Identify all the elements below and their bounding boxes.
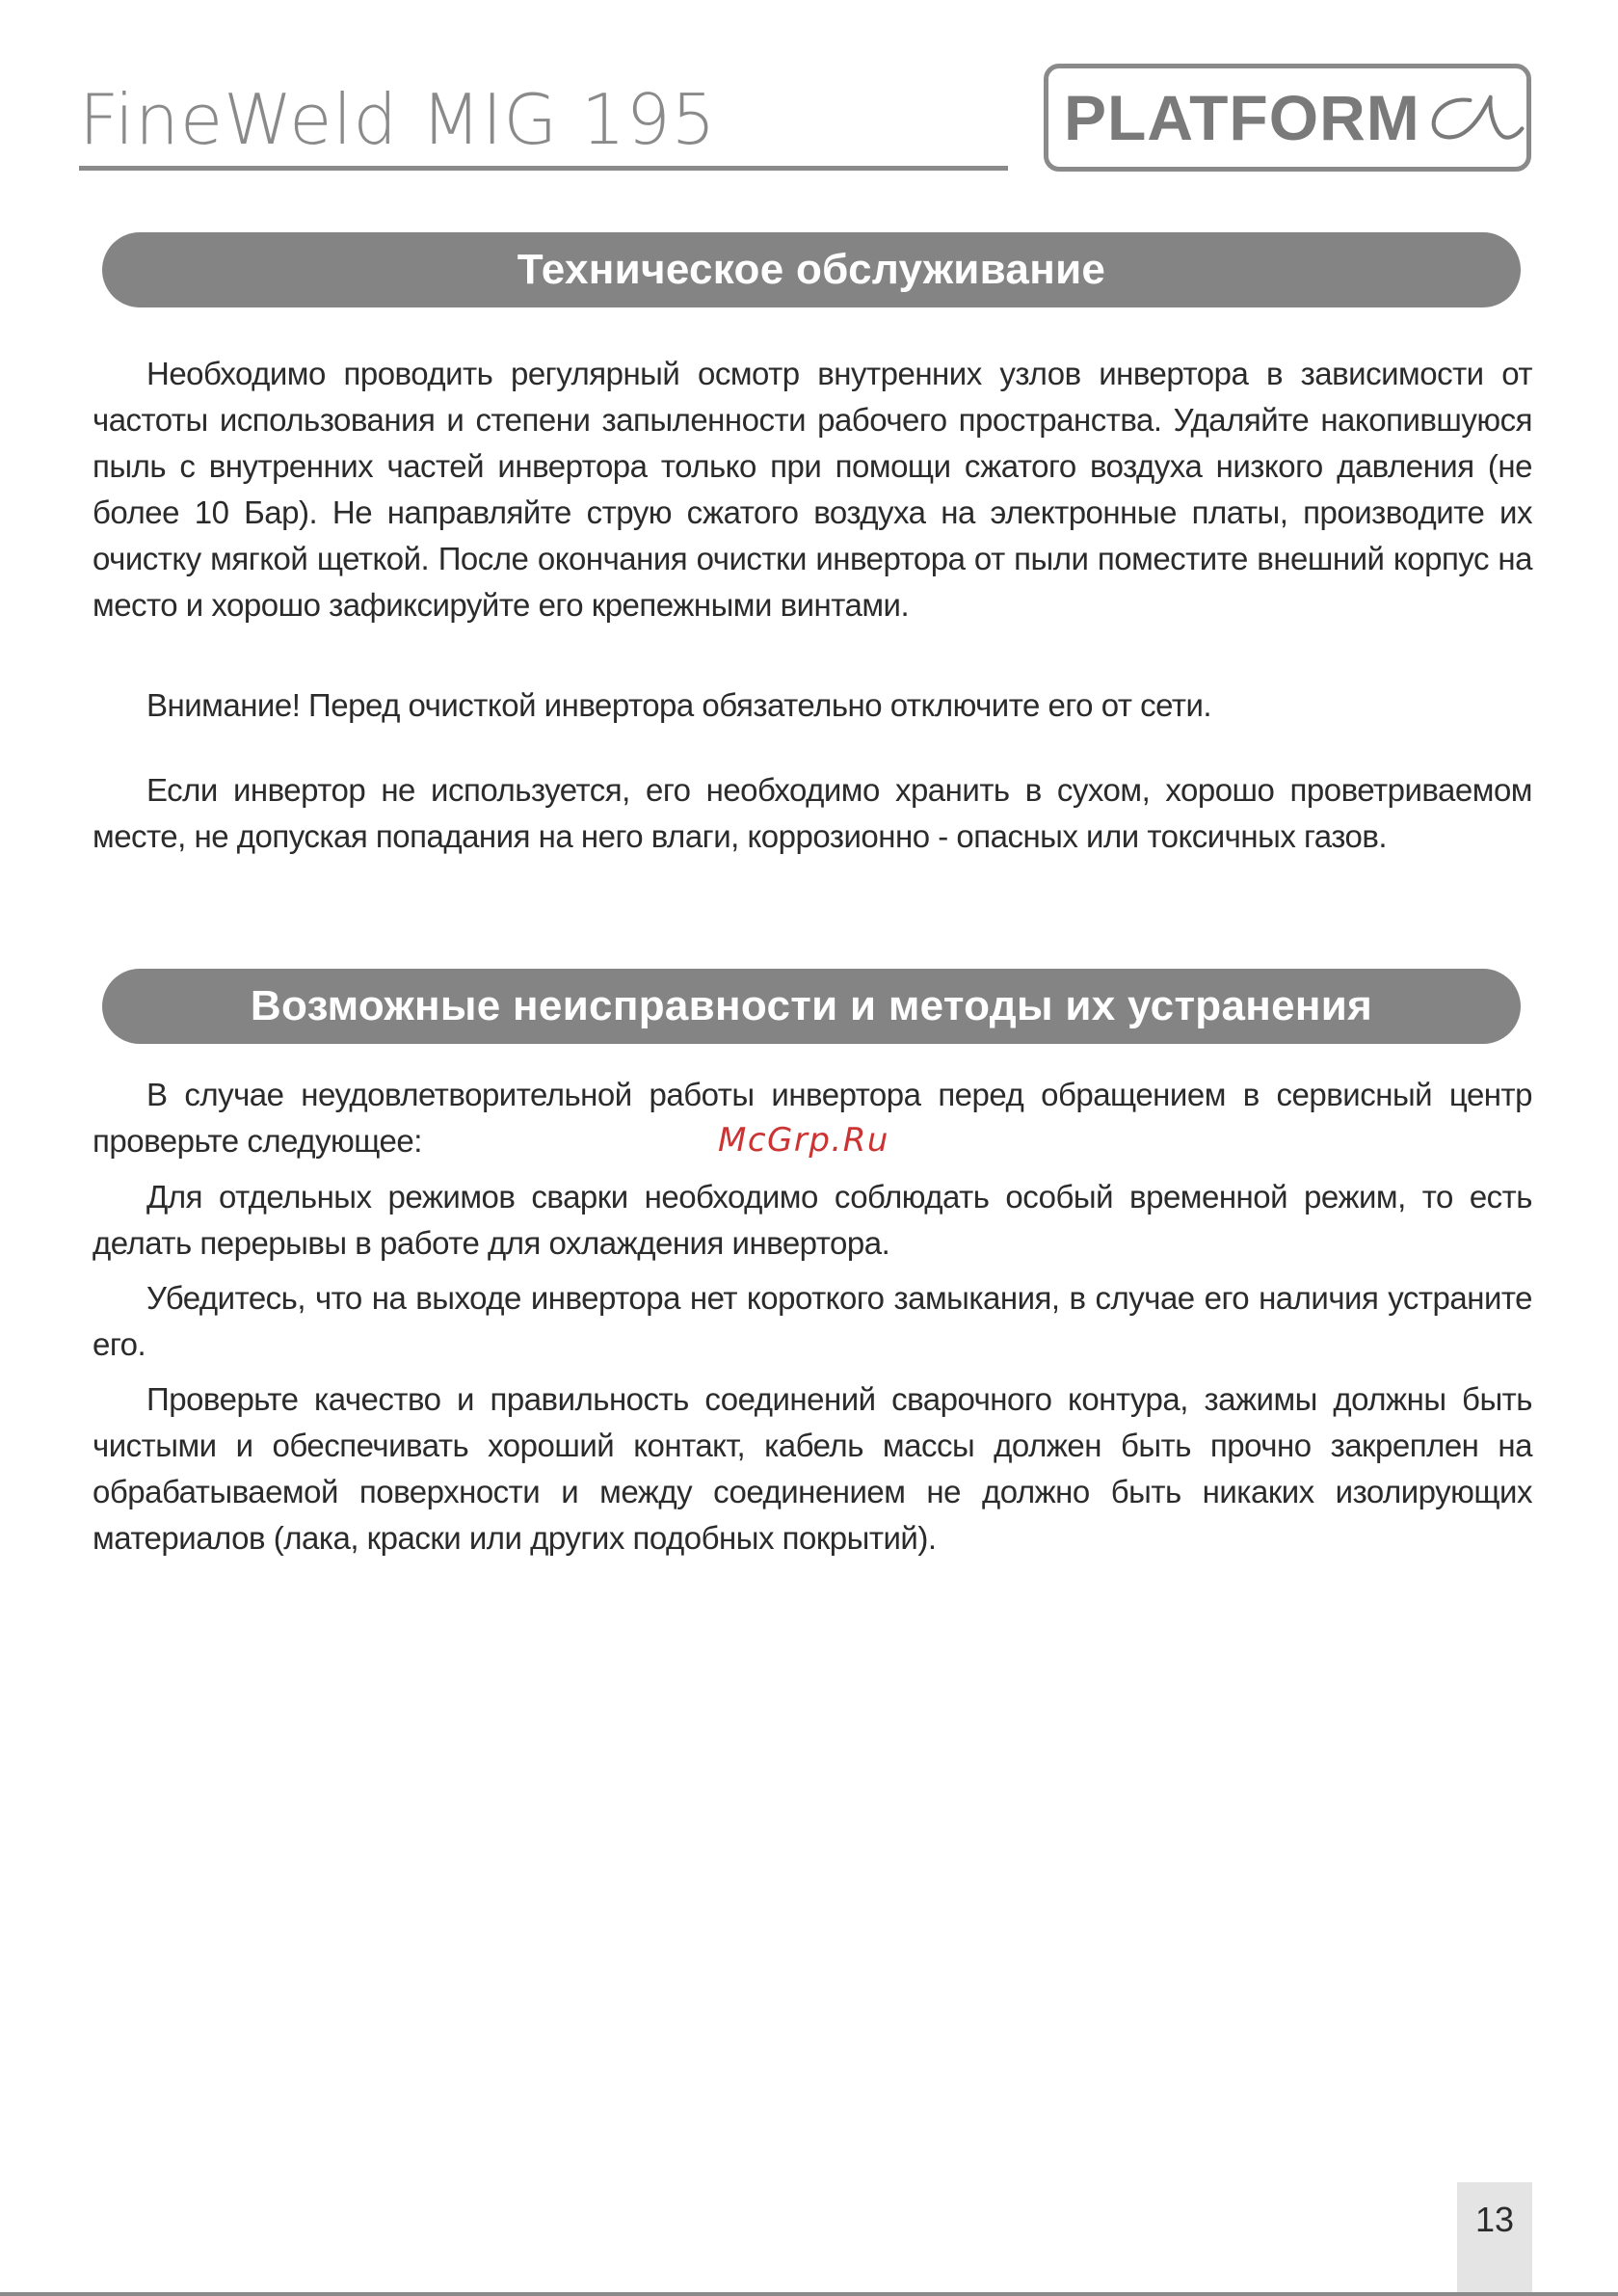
page-number: 13 xyxy=(1474,2200,1515,2239)
page-number-box xyxy=(1457,2182,1532,2296)
section-heading-maintenance: Техническое обслуживание xyxy=(102,232,1521,307)
maintenance-paragraph-1: Необходимо проводить регулярный осмотр внутренних узлов инвертора в зависимости от частоты использования и степени запыленности рабочего пространства. Удаляйте накопившуюся пыль с внутренних частей инвертора только при помощи сжатого воздуха низкого давления (не более 10 Бар). Не направляйте струю сжатого воздуха на электронные платы, производите их очистку мягкой щеткой. После окончания очистки инвертора от пыли поместите внешний корпус на место и хорошо зафиксируйте его крепежными винтами. xyxy=(93,356,1532,623)
header-underline xyxy=(79,166,1008,171)
troubleshooting-paragraph-3: Убедитесь, что на выходе инвертора нет короткого замыкания, в случае его наличия устраните его. xyxy=(93,1280,1532,1362)
section-heading-troubleshooting: Возможные неисправности и методы их устранения xyxy=(102,969,1521,1044)
alpha-logo-icon xyxy=(1424,79,1526,156)
brand-logo-text: PLATFORM xyxy=(1064,82,1420,153)
troubleshooting-paragraph-2: Для отдельных режимов сварки необходимо соблюдать особый временной режим, то есть делать перерывы в работе для охлаждения инвертора. xyxy=(93,1179,1532,1261)
brand-logo xyxy=(1044,64,1531,172)
maintenance-paragraph-3: Если инвертор не используется, его необходимо хранить в сухом, хорошо проветриваемом месте, не допуская попадания на него влаги, коррозионно - опасных или токсичных газов. xyxy=(93,772,1532,854)
maintenance-paragraph-2: Внимание! Перед очисткой инвертора обязательно отключите его от сети. xyxy=(146,687,1212,723)
troubleshooting-paragraph-1: В случае неудовлетворительной работы инвертора перед обращением в сервисный центр проверьте следующее: xyxy=(93,1077,1532,1159)
troubleshooting-paragraph-4: Проверьте качество и правильность соединений сварочного контура, зажимы должны быть чистыми и обеспечивать хороший контакт, кабель массы должен быть прочно закреплен на обрабатываемой поверхности и между соединением не должно быть никаких изолирующих материалов (лака, краски или других подобных покрытий). xyxy=(93,1381,1532,1556)
document-title: FineWeld MIG 195 xyxy=(79,79,717,160)
watermark: McGrp.Ru xyxy=(718,1121,889,1160)
bottom-rule xyxy=(0,2292,1618,2296)
